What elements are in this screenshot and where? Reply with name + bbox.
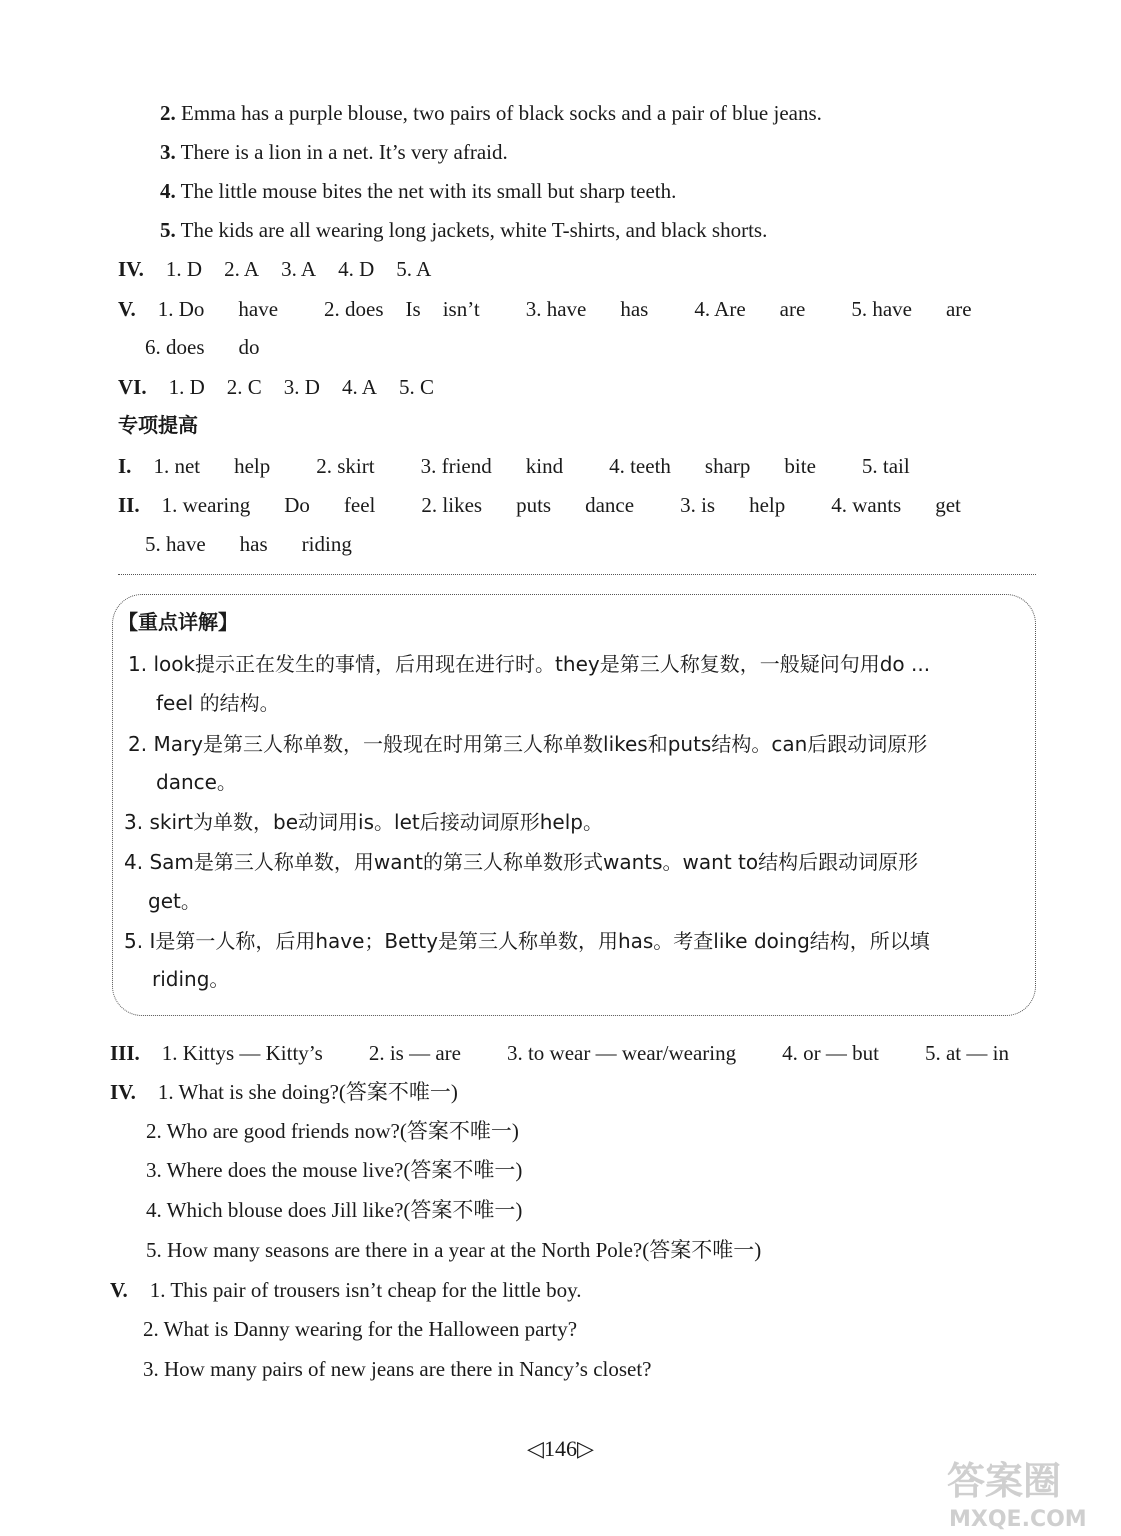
improve-iv-line: 3. Where does the mouse live?(答案不唯一) [146, 1158, 523, 1182]
improve-iv-line: 2. Who are good friends now?(答案不唯一) [146, 1119, 519, 1143]
explanation-line: 4. Sam是第三人称单数，用want的第三人称单数形式wants。want to结构后跟动词原形 [124, 850, 919, 874]
answer-line: 4. The little mouse bites the net with its small but sharp teeth. [160, 179, 677, 203]
improve-iii-answers: III. 1. Kittys — Kitty’s 2. is — are 3. to wear — wear/wearing 4. or — but 5. at — in [110, 1041, 1009, 1065]
explanation-line: 3. skirt为单数，be动词用is。let后接动词原形help。 [124, 810, 603, 834]
improve-i-answers: I. 1. net help 2. skirt 3. friend kind 4. teeth sharp bite 5. tail [118, 454, 910, 478]
section-v-answers: V. 1. Do have 2. does Is isn’t 3. have has 4. Are are 5. have are [118, 297, 972, 321]
arrow-right-icon: ▷ [577, 1436, 594, 1461]
page-number: ◁146▷ [527, 1436, 594, 1461]
improve-v-line: 2. What is Danny wearing for the Halloween party? [143, 1317, 578, 1341]
explanation-line: 1. look提示正在发生的事情，后用现在进行时。they是第三人称复数，一般疑问句用do ... [128, 652, 931, 676]
section-iv-answers: IV. 1. D 2. A 3. A 4. D 5. A [118, 257, 432, 281]
section-v-answers-cont: 6. does do [145, 335, 260, 359]
explanation-title: 【重点详解】 [118, 610, 238, 634]
improve-ii-answers: II. 1. wearing Do feel 2. likes puts dance 3. is help 4. wants get [118, 493, 961, 517]
answer-line: 3. There is a lion in a net. It’s very afraid. [160, 140, 508, 164]
improve-iv-line: 5. How many seasons are there in a year at the North Pole?(答案不唯一) [146, 1238, 762, 1262]
explanation-line: 2. Mary是第三人称单数，一般现在时用第三人称单数likes和puts结构。can后跟动词原形 [128, 732, 928, 756]
improve-iv-line: 4. Which blouse does Jill like?(答案不唯一) [146, 1198, 523, 1222]
explanation-line: get。 [148, 889, 201, 913]
watermark-cn: 答案圈 [947, 1459, 1062, 1503]
dotted-divider [118, 574, 1036, 575]
watermark-logo [935, 1448, 1115, 1532]
improve-v-line: 3. How many pairs of new jeans are there in Nancy’s closet? [143, 1357, 652, 1381]
improve-iv-line: IV. 1. What is she doing?(答案不唯一) [110, 1080, 458, 1104]
explanation-line: riding。 [152, 967, 230, 991]
explanation-line: 5. I是第一人称，后用have；Betty是第三人称单数，用has。考查like doing结构，所以填 [124, 929, 930, 953]
answer-line: 2. Emma has a purple blouse, two pairs of black socks and a pair of blue jeans. [160, 101, 822, 125]
section-vi-answers: VI. 1. D 2. C 3. D 4. A 5. C [118, 375, 434, 399]
improve-v-line: V. 1. This pair of trousers isn’t cheap for the little boy. [110, 1278, 582, 1302]
improve-ii-answers-cont: 5. have has riding [145, 532, 352, 556]
section-title: 专项提高 [118, 413, 198, 437]
arrow-left-icon: ◁ [527, 1436, 544, 1461]
explanation-line: feel 的结构。 [156, 691, 280, 715]
watermark-en: MXQE.COM [949, 1507, 1087, 1532]
answer-line: 5. The kids are all wearing long jackets, white T-shirts, and black shorts. [160, 218, 768, 242]
explanation-line: dance。 [156, 770, 237, 794]
